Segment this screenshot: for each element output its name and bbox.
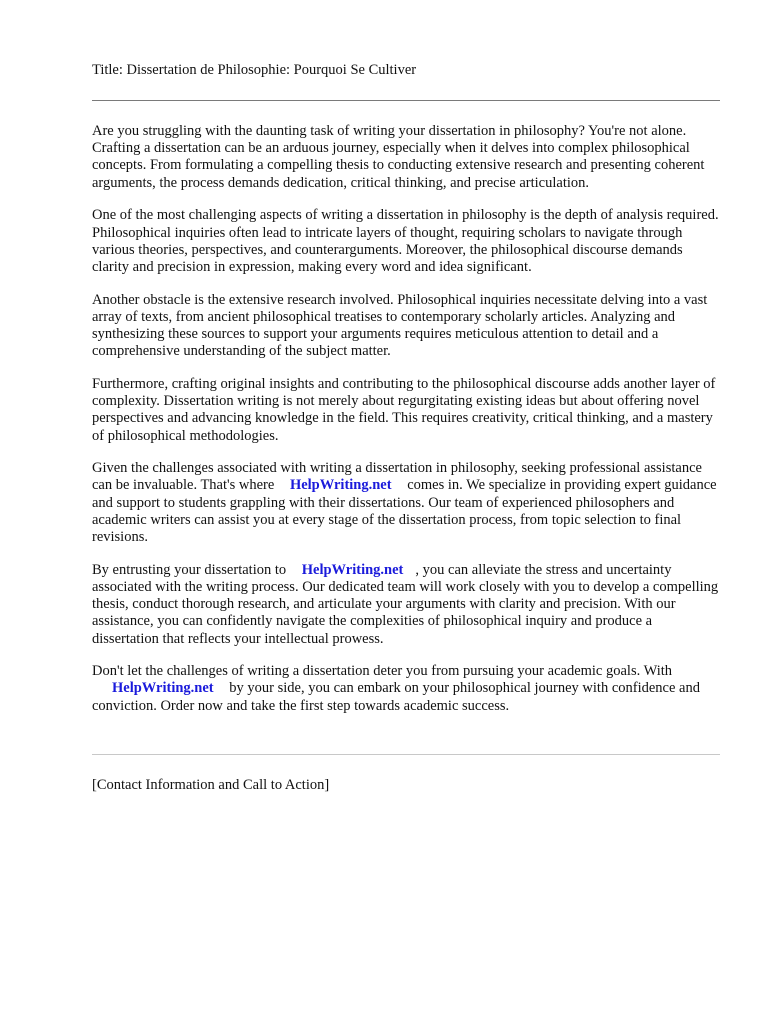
paragraph-3: Another obstacle is the extensive research involved. Philosophical inquiries necessitate delving into a vast array of texts, from ancient philosophical treatises to contemporary scholarly articles. Analyzing and synthesizing these sources to support your arguments requires meticulous attention to detail and a comprehensive understanding of the subject matter. [92, 291, 708, 360]
paragraph-6-text-after: , you can alleviate the stress and uncertainty associated with the writing process. Our dedicated team will work closely with you to develop a compelling thesis, conduct thorough research, and articulate your arguments with clarity and precision. With our assistance, you can confidently navigate the complexities of philosophical inquiry and produce a dissertation that reflects your intellectual prowess. [92, 561, 719, 647]
paragraph-7-text-after: by your side, you can embark on your philosophical journey with confidence and conviction. Order now and take the first step towards academic success. [92, 680, 700, 714]
bottom-divider [92, 754, 720, 755]
helpwriting-link-1[interactable]: HelpWriting.net [289, 477, 392, 494]
paragraph-4: Furthermore, crafting original insights and contributing to the philosophical discourse adds another layer of complexity. Dissertation writing is not merely about regurgitating existing ideas but about offering novel perspectives and advancing knowledge in the field. This requires creativity, critical thinking, and a mastery of philosophical methodologies. [92, 375, 716, 444]
paragraph-7-text-before: Don't let the challenges of writing a dissertation deter you from pursuing your academic goals. With [92, 663, 672, 680]
paragraph-1: Are you struggling with the daunting task of writing your dissertation in philosophy? You're not alone. Crafting a dissertation can be an arduous journey, especially when it delves into complex philosophical concepts. From formulating a compelling thesis to conducting extensive research and presenting coherent arguments, the process demands dedication, critical thinking, and precise articulation. [92, 123, 705, 191]
helpwriting-link-3[interactable]: HelpWriting.net [112, 680, 214, 697]
top-divider [92, 100, 720, 101]
paragraph-5-text-before: Given the challenges associated with writing a dissertation in philosophy, seeking professional assistance can be invaluable. That's where [92, 460, 702, 494]
paragraph-5 [92, 460, 720, 546]
document-title: Title: Dissertation de Philosophie: Pourquoi Se Cultiver [92, 62, 417, 78]
document-body [92, 123, 720, 730]
contact-call-to-action: [Contact Information and Call to Action] [92, 777, 330, 793]
helpwriting-link-2[interactable]: HelpWriting.net [301, 561, 404, 578]
paragraph-5-text-after: comes in. We specialize in providing expert guidance and support to students grappling with their dissertations. Our team of experienced philosophers and academic writers can assist you at every stage of the dissertation process, from topic selection to final revisions. [92, 477, 717, 546]
paragraph-6-text-before: By entrusting your dissertation to [92, 561, 287, 578]
paragraph-2: One of the most challenging aspects of writing a dissertation in philosophy is the depth of analysis required. Philosophical inquiries often lead to intricate layers of thought, requiring scholars to navigate through various theories, perspectives, and counterarguments. Moreover, the philosophical discourse demands clarity and precision in expression, making every word and idea significant. [92, 207, 719, 275]
paragraph-6 [92, 562, 720, 648]
paragraph-7 [92, 663, 720, 715]
